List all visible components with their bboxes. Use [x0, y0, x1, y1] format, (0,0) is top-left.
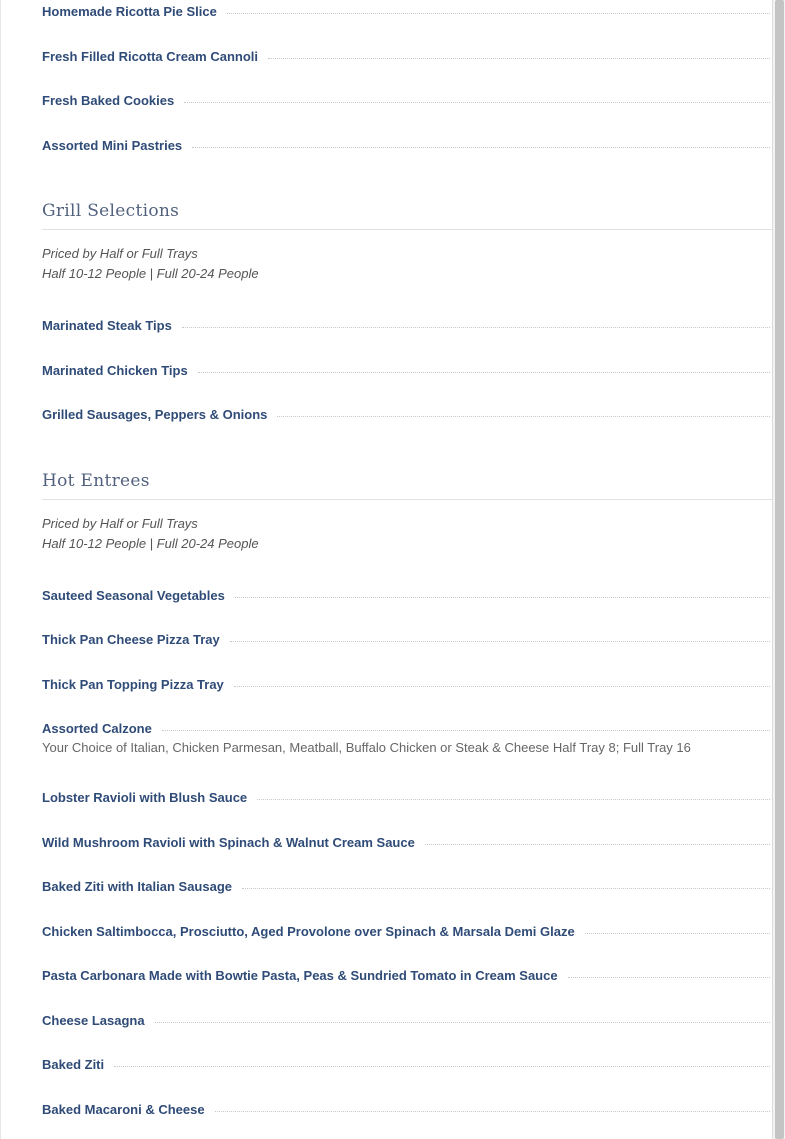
item-name: Thick Pan Cheese Pizza Tray [42, 632, 220, 647]
dotted-leader [585, 933, 770, 934]
item-name: Marinated Steak Tips [42, 318, 172, 333]
dotted-leader [184, 102, 770, 103]
menu-item-chicken-saltimbocca[interactable] [42, 920, 770, 942]
section-note-hot-entrees [42, 514, 259, 553]
dotted-leader [568, 977, 770, 978]
menu-item-topping-pizza-tray[interactable] [42, 673, 770, 695]
menu-item-cannoli[interactable] [42, 45, 770, 67]
menu-item-baked-ziti-sausage[interactable] [42, 875, 770, 897]
item-name: Cheese Lasagna [42, 1013, 145, 1028]
item-name: Assorted Calzone [42, 721, 152, 736]
pricing-note: Priced by Half or Full Trays [42, 516, 198, 531]
item-name: Homemade Ricotta Pie Slice [42, 4, 217, 19]
menu-item-lobster-ravioli[interactable] [42, 786, 770, 808]
menu-item-cheese-lasagna[interactable] [42, 1009, 770, 1031]
item-name: Baked Macaroni & Cheese [42, 1102, 205, 1117]
dotted-leader [162, 730, 770, 731]
item-name: Lobster Ravioli with Blush Sauce [42, 790, 248, 805]
menu-item-pasta-carbonara[interactable] [42, 964, 770, 986]
item-name: Sauteed Seasonal Vegetables [42, 588, 225, 603]
dotted-leader [277, 416, 770, 417]
dotted-leader [215, 1111, 770, 1112]
menu-item-assorted-calzone[interactable] [42, 717, 770, 763]
serving-note: Half 10-12 People | Full 20-24 People [42, 265, 259, 281]
menu-item-cookies[interactable] [42, 89, 770, 111]
item-description: Your Choice of Italian, Chicken Parmesan, Meatball, Buffalo Chicken or Steak & Cheese Half Tray 8; Full Tray 16 [42, 740, 691, 755]
dotted-leader [230, 641, 770, 642]
item-name: Grilled Sausages, Peppers & Onions [42, 407, 268, 422]
menu-item-baked-mac-cheese[interactable] [42, 1098, 770, 1120]
menu-item-baked-ziti[interactable] [42, 1053, 770, 1075]
menu-item-sauteed-vegetables[interactable] [42, 584, 770, 606]
menu-item-cheese-pizza-tray[interactable] [42, 628, 770, 650]
dotted-leader [425, 844, 770, 845]
dotted-leader [227, 13, 770, 14]
dotted-leader [235, 597, 770, 598]
menu-item-chicken-tips[interactable] [42, 359, 770, 381]
menu-item-mini-pastries[interactable] [42, 134, 770, 156]
pricing-note: Priced by Half or Full Trays [42, 246, 198, 261]
menu-item-wild-mushroom-ravioli[interactable] [42, 831, 770, 853]
section-title-hot-entrees: Hot Entrees [42, 470, 773, 500]
dotted-leader [198, 372, 770, 373]
section-title-grill: Grill Selections [42, 200, 773, 230]
vertical-scrollbar[interactable] [772, 0, 785, 1139]
menu-item-ricotta-pie[interactable] [42, 0, 770, 22]
item-name: Marinated Chicken Tips [42, 363, 188, 378]
item-name: Fresh Baked Cookies [42, 93, 175, 108]
dotted-leader [155, 1022, 770, 1023]
menu-item-grilled-sausages[interactable] [42, 403, 770, 425]
item-name: Assorted Mini Pastries [42, 138, 183, 153]
dotted-leader [234, 686, 770, 687]
dotted-leader [257, 799, 770, 800]
menu-item-steak-tips[interactable] [42, 314, 770, 336]
item-name: Baked Ziti [42, 1057, 105, 1072]
dotted-leader [114, 1066, 770, 1067]
dotted-leader [182, 327, 770, 328]
item-name: Wild Mushroom Ravioli with Spinach & Walnut Cream Sauce [42, 835, 415, 850]
section-note-grill [42, 244, 259, 283]
item-name: Thick Pan Topping Pizza Tray [42, 677, 224, 692]
scrollbar-thumb[interactable] [775, 0, 784, 1139]
item-name: Baked Ziti with Italian Sausage [42, 879, 232, 894]
dotted-leader [242, 888, 770, 889]
serving-note: Half 10-12 People | Full 20-24 People [42, 535, 259, 551]
item-name: Chicken Saltimbocca, Prosciutto, Aged Provolone over Spinach & Marsala Demi Glaze [42, 924, 575, 939]
item-name: Pasta Carbonara Made with Bowtie Pasta, Peas & Sundried Tomato in Cream Sauce [42, 968, 558, 983]
dotted-leader [192, 147, 770, 148]
item-name: Fresh Filled Ricotta Cream Cannoli [42, 49, 258, 64]
dotted-leader [268, 58, 770, 59]
